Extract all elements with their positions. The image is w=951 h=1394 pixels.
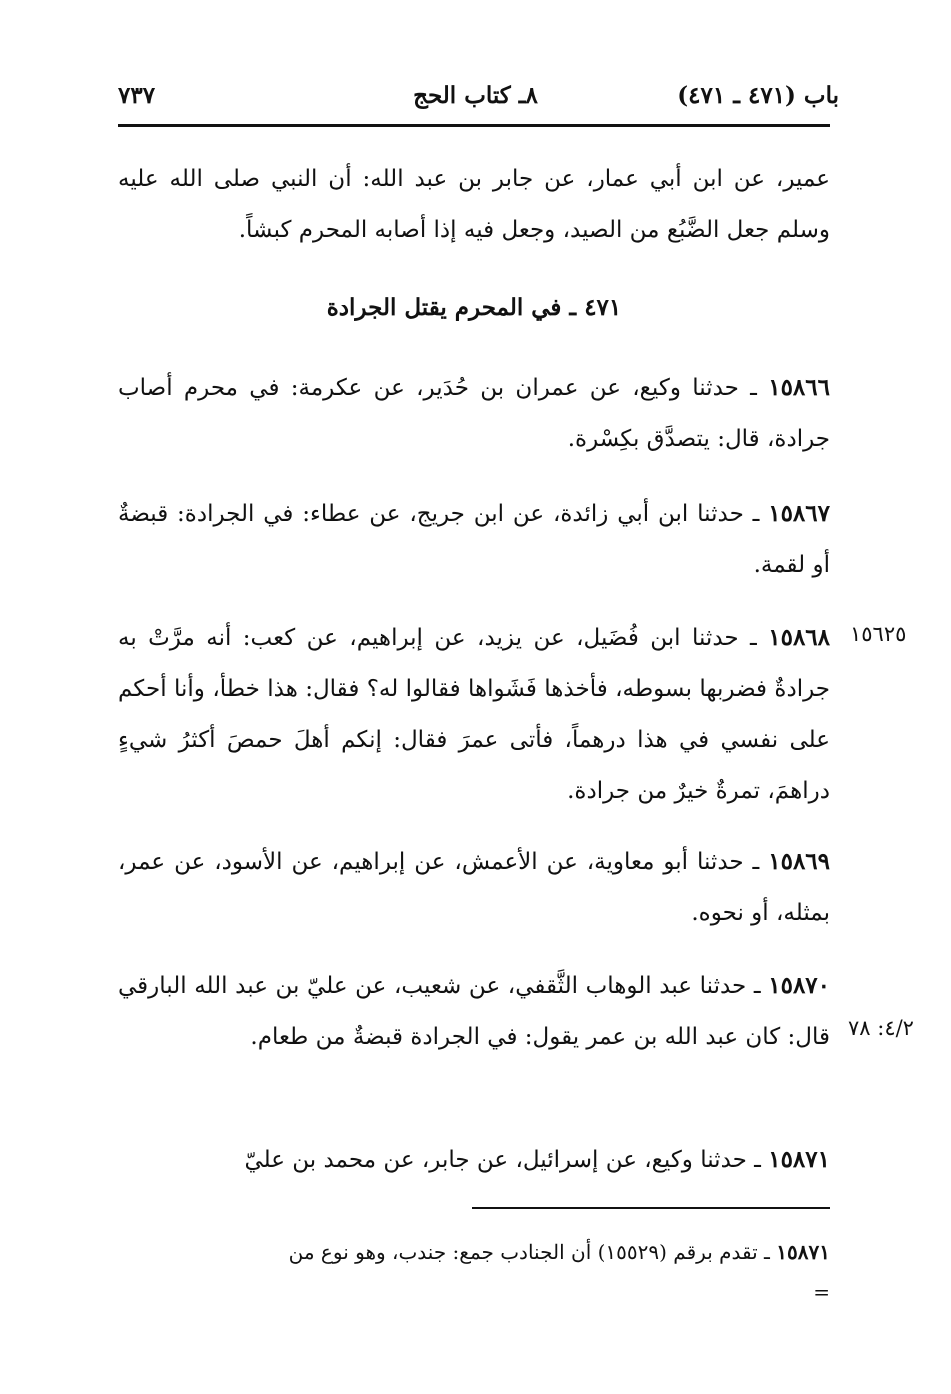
entry-number: ١٥٨٦٦ bbox=[768, 374, 830, 401]
entry-15868 bbox=[118, 612, 830, 817]
intro-text: عمير، عن ابن أبي عمار، عن جابر بن عبد الله: أن النبي صلى الله عليه وسلم جعل الضَّبُع من الصيد، وجعل فيه إذا أصابه المحرم كبشاً. bbox=[118, 166, 830, 243]
footnote bbox=[118, 1232, 830, 1312]
intro-paragraph bbox=[118, 154, 830, 256]
entry-15866 bbox=[118, 362, 830, 465]
margin-reference-b: ٤/٢: ٧٨ bbox=[848, 1016, 914, 1040]
entry-text: ـ حدثنا وكيع، عن إسرائيل، عن جابر، عن محمد بن عليّ bbox=[244, 1147, 761, 1173]
entry-number: ١٥٨٦٩ bbox=[768, 848, 831, 875]
footnote-continuation-mark: = bbox=[813, 1280, 830, 1304]
footnote-number: ١٥٨٧١ bbox=[776, 1240, 830, 1264]
entry-15871 bbox=[118, 1134, 830, 1186]
header-rule bbox=[118, 124, 830, 127]
entry-15867 bbox=[118, 488, 830, 591]
margin-reference-a: ١٥٦٢٥ bbox=[850, 622, 907, 646]
page-number: ٧٣٧ bbox=[118, 82, 156, 109]
footnote-text: ـ تقدم برقم (١٥٥٢٩) أن الجنادب جمع: جندب، وهو نوع من bbox=[288, 1240, 770, 1264]
entry-text: ـ حدثنا أبو معاوية، عن الأعمش، عن إبراهيم، عن الأسود، عن عمر، بمثله، أو نحوه. bbox=[118, 849, 830, 926]
entry-number: ١٥٨٦٨ bbox=[768, 624, 831, 651]
entry-15870 bbox=[118, 960, 830, 1063]
chapter-header: باب (٤٧١ ـ ٤٧١) bbox=[677, 82, 839, 109]
footnote-rule bbox=[472, 1207, 830, 1209]
entry-number: ١٥٨٦٧ bbox=[768, 500, 830, 527]
entry-text: ـ حدثنا ابن فُضَيل، عن يزيد، عن إبراهيم، عن كعب: أنه مرَّتْ به جرادةٌ فضربها بسوطه، فأخذها فَشَواها فقالوا له؟ فقال: هذا خطأ، وأنا أحكم على نفسي في هذا درهماً، فأتى عمرَ فقال: إنكم أهلَ حمصَ أكثرُ شيءٍ دراهمَ، تمرةٌ خيرٌ من جرادة. bbox=[118, 625, 830, 804]
entry-text: ـ حدثنا عبد الوهاب الثَّقفي، عن شعيب، عن عليّ بن عبد الله البارقي قال: كان عبد الله بن عمر يقول: في الجرادة قبضةٌ من طعام. bbox=[118, 973, 830, 1050]
book-title: ٨ـ كتاب الحج bbox=[413, 82, 538, 109]
section-heading: ٤٧١ ـ في المحرم يقتل الجرادة bbox=[326, 294, 622, 321]
entry-text: ـ حدثنا ابن أبي زائدة، عن ابن جريج، عن عطاء: في الجرادة: قبضةٌ أو لقمة. bbox=[118, 501, 830, 578]
entry-number: ١٥٨٧١ bbox=[768, 1146, 830, 1173]
entry-text: ـ حدثنا وكيع، عن عمران بن حُدَير، عن عكرمة: في محرم أصاب جرادة، قال: يتصدَّق بكِسْرة. bbox=[118, 375, 830, 452]
entry-15869 bbox=[118, 836, 830, 939]
entry-number: ١٥٨٧٠ bbox=[768, 972, 831, 999]
